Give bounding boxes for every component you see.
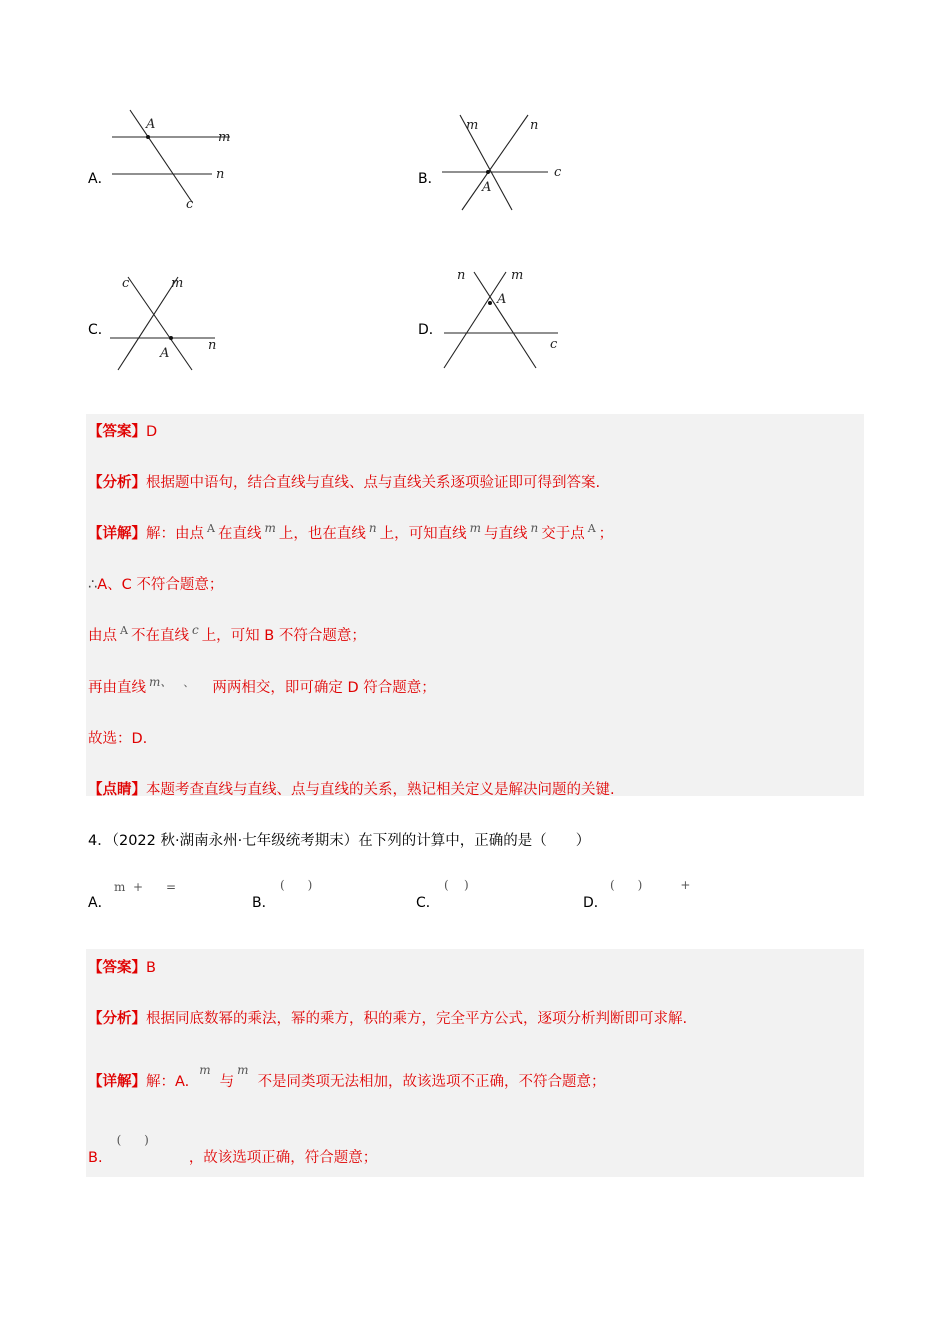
math-sep: 、 <box>183 676 195 689</box>
math-expr: ( ) <box>116 1133 149 1147</box>
line-m <box>444 272 506 368</box>
q4-option-a-label: A． <box>88 895 112 911</box>
detail-text: 解：由点 <box>146 526 204 542</box>
answer-tag: 【答案】 <box>88 960 146 976</box>
q4-number: 4． <box>88 833 112 849</box>
q3-detail-line-5: 故选：D. <box>88 731 148 747</box>
detail-text: A、C 不符合题意； <box>97 577 224 593</box>
detail-tag: 【详解】 <box>88 526 146 542</box>
math-n: n <box>530 521 539 535</box>
math-m: m、 <box>149 675 167 689</box>
math-m: m <box>237 1063 249 1077</box>
label-a: A <box>497 292 507 307</box>
q3-detail-line-2 <box>88 573 223 594</box>
figure-option-c <box>100 265 250 375</box>
math-a: A <box>587 522 596 535</box>
detail-text: 上，可知直线 <box>379 526 467 542</box>
detail-text: 解：A. <box>146 1074 190 1090</box>
detail-text: 交于点 <box>541 526 585 542</box>
q3-answer-line <box>88 420 157 441</box>
q4-option-a-expr: m + = <box>114 880 177 894</box>
q4-option-b-expr: ( ) <box>280 878 313 892</box>
detail-text: ，故该选项正确，符合题意； <box>188 1150 378 1166</box>
label-n: n <box>530 118 539 133</box>
detail-text: 两两相交，即可确定 D 符合题意； <box>212 680 436 696</box>
label-n: n <box>216 167 225 182</box>
figure-option-d <box>430 262 580 374</box>
answer-tag: 【答案】 <box>88 424 146 440</box>
analysis-tag: 【分析】 <box>88 475 146 491</box>
q3-comment-line <box>88 778 615 799</box>
math-m: m <box>469 521 481 535</box>
label-n: n <box>208 338 217 353</box>
math-m: m <box>264 521 276 535</box>
label-c: c <box>554 165 562 180</box>
math-c: c <box>191 623 199 637</box>
detail-text: 不在直线 <box>130 628 189 644</box>
label-a: A <box>146 117 156 132</box>
math-a: A <box>120 624 128 637</box>
line-c <box>130 110 192 202</box>
analysis-text: 根据题中语句，结合直线与直线、点与直线关系逐项验证即可得到答案. <box>146 475 601 491</box>
label-n: n <box>457 268 466 283</box>
label-a: A <box>482 180 492 195</box>
analysis-text: 根据同底数幂的乘法，幂的乘方，积的乘方，完全平方公式，逐项分析判断即可求解. <box>146 1011 688 1027</box>
detail-text: 由点 <box>88 628 117 644</box>
label-a: A <box>160 346 170 361</box>
label-m: m <box>218 130 231 145</box>
math-m: m <box>199 1063 211 1077</box>
answer-value: D <box>146 424 158 440</box>
option-a-label: A． <box>88 171 112 187</box>
math-a: A <box>207 522 215 535</box>
q4-detail-line-2 <box>88 1133 378 1167</box>
figure-option-b <box>430 105 590 220</box>
analysis-tag: 【分析】 <box>88 1011 146 1027</box>
label-m: m <box>511 268 524 283</box>
detail-text: 不是同类项无法相加，故该选项不正确，不符合题意； <box>257 1074 606 1090</box>
label-c: c <box>122 276 130 291</box>
therefore-symbol: ∴ <box>88 577 98 593</box>
q4-option-d-label: D． <box>583 895 608 911</box>
label-c: c <box>186 197 194 212</box>
detail-text: 在直线 <box>217 526 262 542</box>
point-a <box>488 301 492 305</box>
q4-detail-line-1 <box>88 1063 606 1091</box>
q3-analysis-line <box>88 471 600 492</box>
q4-option-b-label: B． <box>252 895 276 911</box>
q4-stem-text: （2022 秋·湖南永州·七年级统考期末）在下列的计算中，正确的是（ ） <box>111 833 591 849</box>
q3-detail-line-1 <box>88 522 613 543</box>
point-a <box>146 135 150 139</box>
q4-answer-line <box>88 956 156 977</box>
q4-stem <box>88 829 590 850</box>
comment-tag: 【点睛】 <box>88 782 146 798</box>
detail-text: B. <box>88 1150 103 1166</box>
option-b-label: B． <box>418 171 442 187</box>
detail-text: 上，也在直线 <box>278 526 366 542</box>
math-n: n <box>368 521 377 535</box>
answer-value: B <box>146 960 156 976</box>
detail-text: ； <box>598 526 614 542</box>
detail-text: 再由直线 <box>88 680 146 696</box>
detail-text: 上，可知 B 不符合题意； <box>201 628 366 644</box>
line-n <box>474 272 536 368</box>
label-m: m <box>466 118 479 133</box>
option-d-label: D． <box>418 322 443 338</box>
label-c: c <box>550 337 558 352</box>
q3-detail-line-3 <box>88 624 366 645</box>
q4-option-d-expr: ( ) + <box>610 878 691 892</box>
point-a <box>169 336 173 340</box>
detail-text: 与 <box>219 1074 235 1090</box>
detail-tag: 【详解】 <box>88 1074 146 1090</box>
point-a <box>486 170 490 174</box>
figure-option-a <box>100 100 250 220</box>
q3-detail-line-4 <box>88 676 436 697</box>
detail-text: 与直线 <box>483 526 528 542</box>
label-m: m <box>171 276 184 291</box>
q4-option-c-expr: ( ) <box>444 878 469 892</box>
q4-analysis-line <box>88 1007 687 1028</box>
option-c-label: C． <box>88 322 112 338</box>
comment-text: 本题考查直线与直线、点与直线的关系，熟记相关定义是解决问题的关键. <box>146 782 615 798</box>
q4-option-c-label: C． <box>416 895 440 911</box>
